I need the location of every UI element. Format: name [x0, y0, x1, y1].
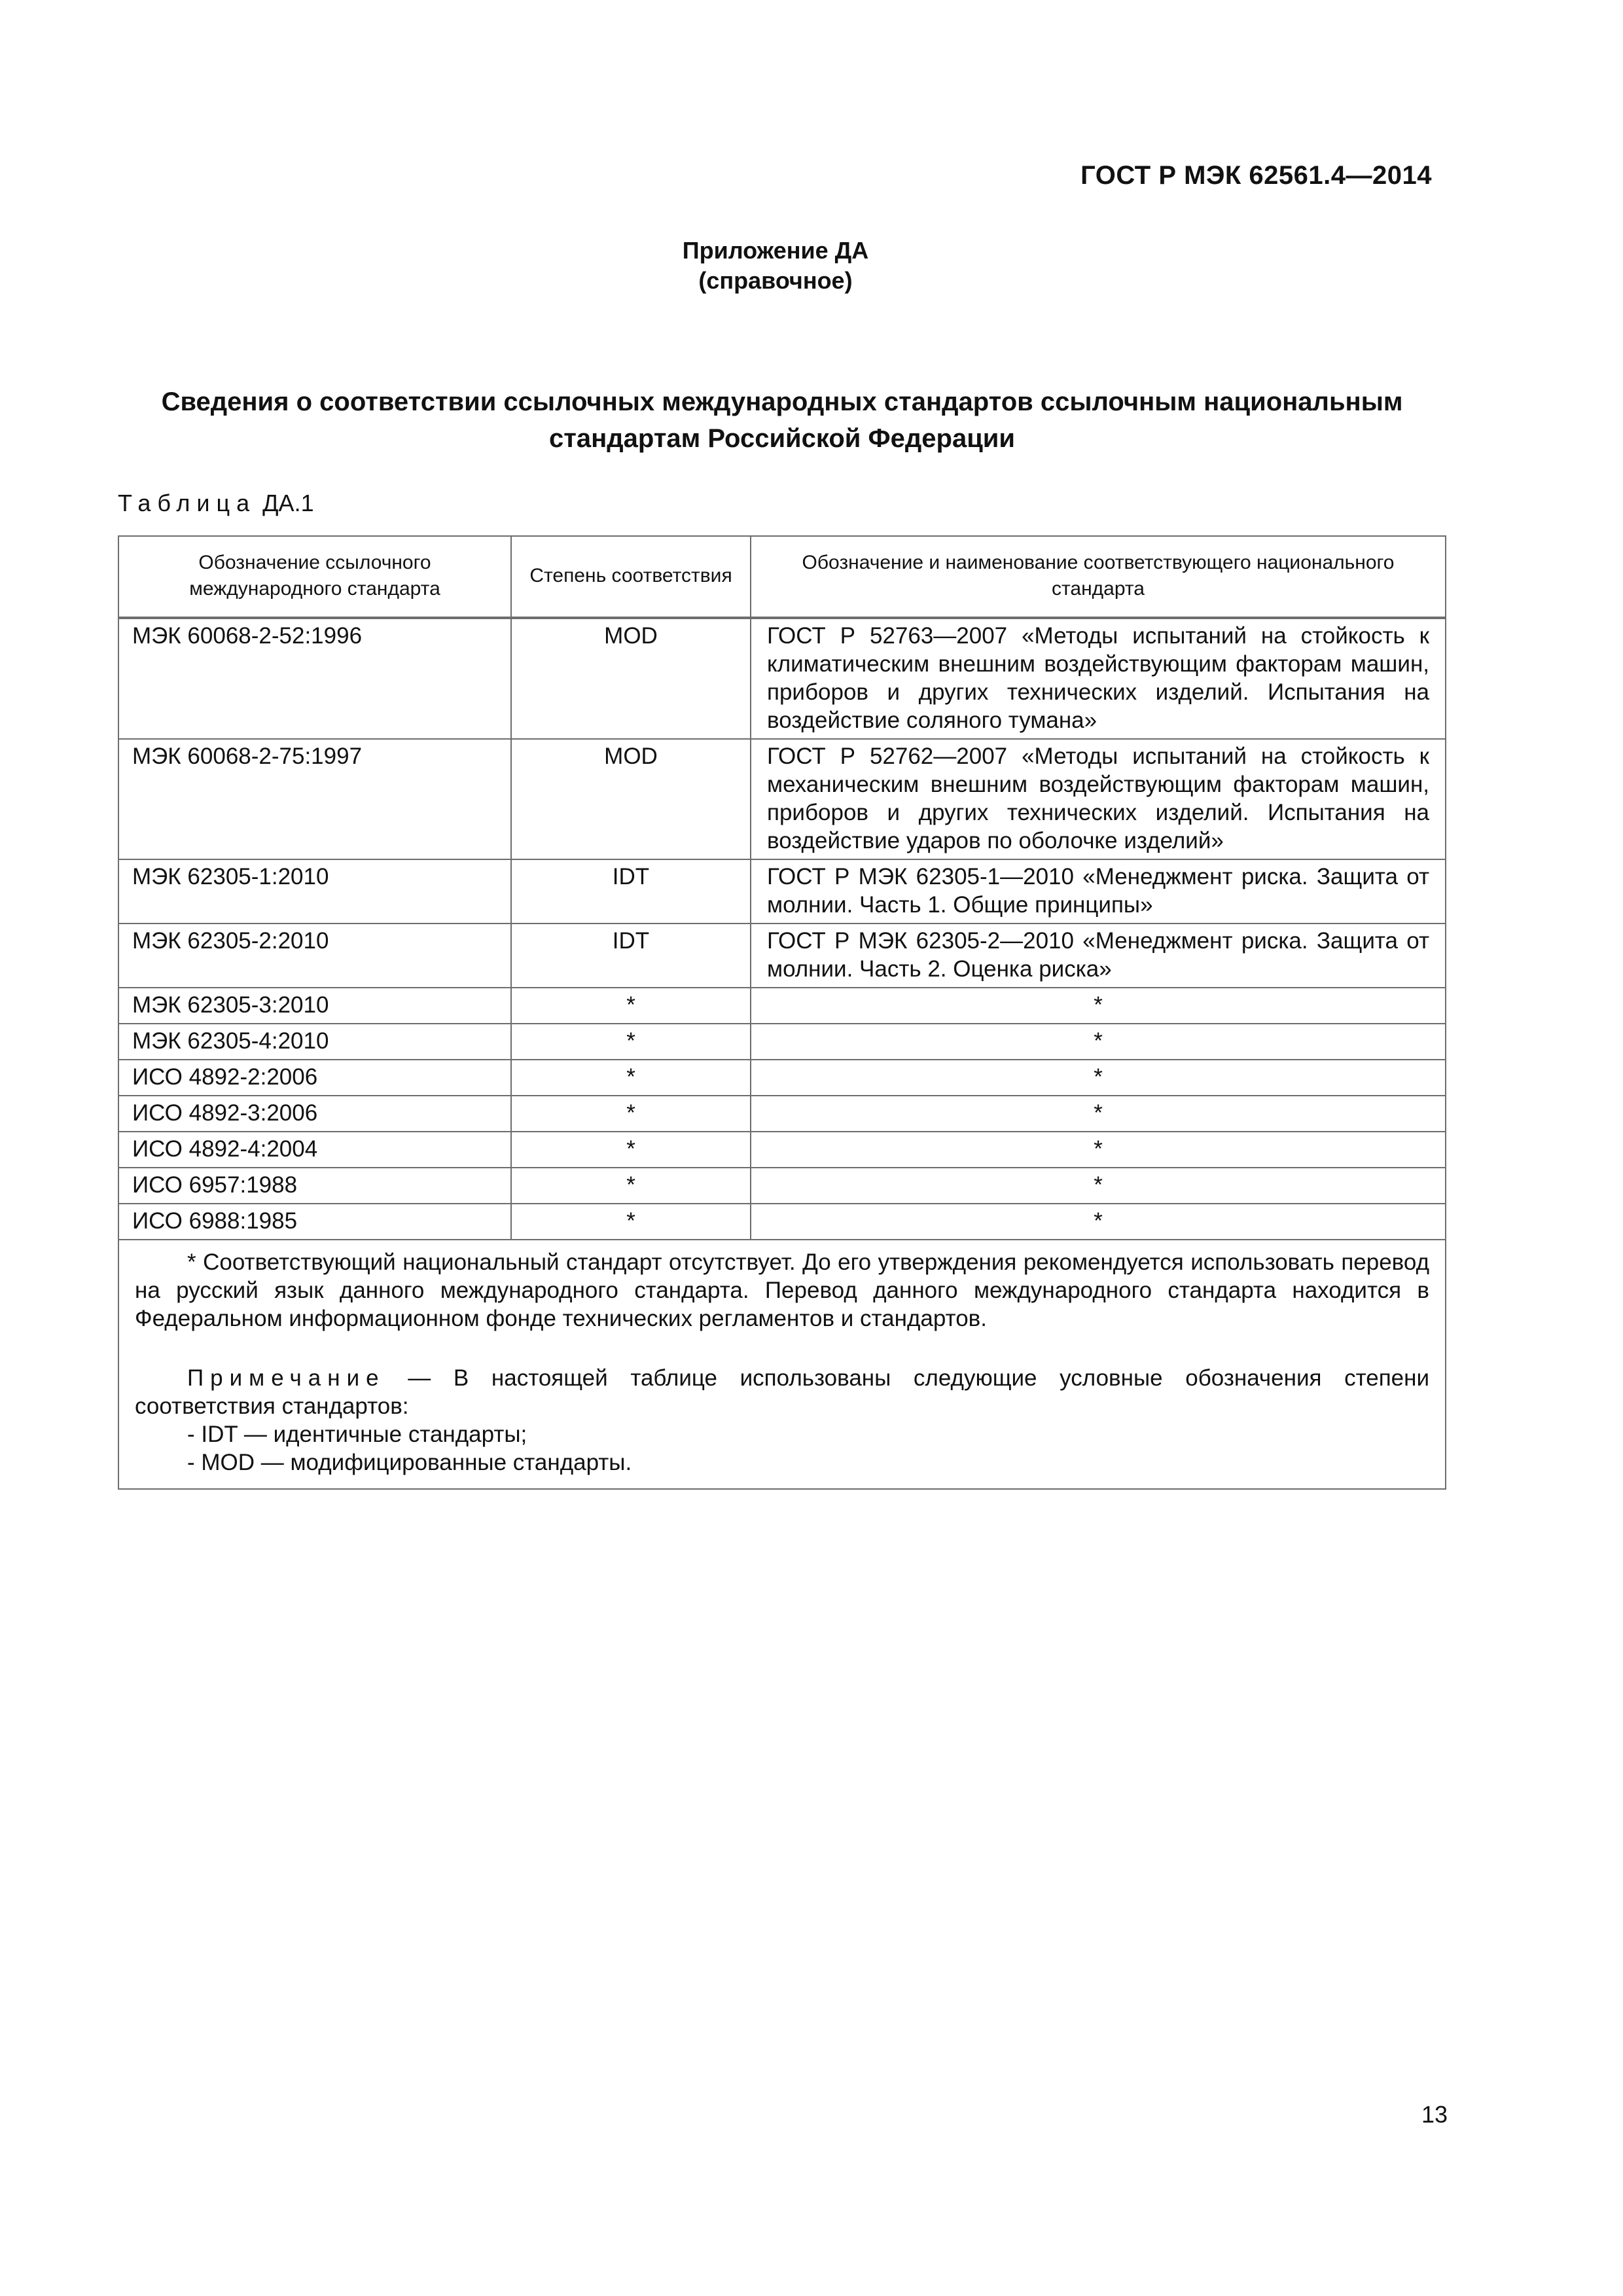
national-standard-cell: * — [751, 1204, 1446, 1240]
intl-standard-cell: ИСО 4892-3:2006 — [118, 1096, 511, 1132]
note-label: Примечание — [187, 1365, 385, 1391]
note-item-mod: - MOD — модифицированные стандарты. — [187, 1450, 632, 1475]
national-standard-cell: * — [751, 1096, 1446, 1132]
header-intl-standard: Обозначение ссылочного международного стандарта — [118, 536, 511, 618]
appendix-heading — [0, 236, 1551, 296]
degree-cell: * — [511, 1204, 751, 1240]
intl-standard-cell: ИСО 4892-4:2004 — [118, 1132, 511, 1168]
page-number: 13 — [1421, 2101, 1448, 2128]
national-standard-cell: * — [751, 988, 1446, 1024]
degree-cell: * — [511, 988, 751, 1024]
national-standard-cell: ГОСТ Р МЭК 62305-2—2010 «Менеджмент риска. Защита от молнии. Часть 2. Оценка риска» — [751, 924, 1446, 988]
degree-cell: MOD — [511, 739, 751, 859]
intl-standard-cell: МЭК 62305-3:2010 — [118, 988, 511, 1024]
intl-standard-cell: МЭК 62305-4:2010 — [118, 1024, 511, 1060]
appendix-title: Приложение ДА — [682, 237, 869, 264]
table-row — [118, 1060, 1446, 1096]
national-standard-cell: ГОСТ Р МЭК 62305-1—2010 «Менеджмент риска. Защита от молнии. Часть 1. Общие принципы» — [751, 859, 1446, 924]
intl-standard-cell: ИСО 6957:1988 — [118, 1168, 511, 1204]
table-row — [118, 618, 1446, 739]
note-item-idt: - IDT — идентичные стандарты; — [187, 1422, 527, 1447]
degree-cell: * — [511, 1060, 751, 1096]
national-standard-cell: ГОСТ Р 52762—2007 «Методы испытаний на стойкость к механическим внешним воздействующим факторам машин, приборов и других технических изделий. Испытания на воздействие ударов по оболочке изделий» — [751, 739, 1446, 859]
section-title — [118, 384, 1446, 457]
table-row — [118, 988, 1446, 1024]
table-caption-word: Таблица — [118, 490, 257, 516]
table-footer-cell — [118, 1240, 1446, 1489]
header-degree: Степень соответствия — [511, 536, 751, 618]
table-row — [118, 1096, 1446, 1132]
national-standard-cell: * — [751, 1168, 1446, 1204]
table-row — [118, 1132, 1446, 1168]
table-row — [118, 859, 1446, 924]
national-standard-cell: * — [751, 1024, 1446, 1060]
degree-cell: IDT — [511, 924, 751, 988]
table-note — [135, 1364, 1429, 1420]
table-header-row — [118, 536, 1446, 618]
national-standard-cell: * — [751, 1132, 1446, 1168]
degree-cell: * — [511, 1132, 751, 1168]
degree-cell: * — [511, 1024, 751, 1060]
table-footer-row — [118, 1240, 1446, 1489]
intl-standard-cell: МЭК 62305-1:2010 — [118, 859, 511, 924]
intl-standard-cell: МЭК 60068-2-52:1996 — [118, 618, 511, 739]
appendix-subtitle: (справочное) — [698, 267, 853, 294]
degree-cell: * — [511, 1168, 751, 1204]
document-code: ГОСТ Р МЭК 62561.4—2014 — [1080, 161, 1432, 190]
table-row — [118, 1168, 1446, 1204]
intl-standard-cell: МЭК 62305-2:2010 — [118, 924, 511, 988]
header-national-standard: Обозначение и наименование соответствующего национального стандарта — [751, 536, 1446, 618]
section-title-line-1: Сведения о соответствии ссылочных международных стандартов ссылочным национальным — [161, 387, 1403, 416]
intl-standard-cell: ИСО 4892-2:2006 — [118, 1060, 511, 1096]
section-title-line-2: стандартам Российской Федерации — [549, 424, 1015, 453]
table-row — [118, 924, 1446, 988]
table-row — [118, 1204, 1446, 1240]
national-standard-cell: ГОСТ Р 52763—2007 «Методы испытаний на стойкость к климатическим внешним воздействующим факторам машин, приборов и других технических изделий. Испытания на воздействие соляного тумана» — [751, 618, 1446, 739]
table-row — [118, 739, 1446, 859]
table-footnote: * Соответствующий национальный стандарт отсутствует. До его утверждения рекомендуется использовать перевод на русский язык данного международного стандарта. Перевод данного международного стандарта находится в Федеральном информационном фонде технических регламентов и стандартов. — [135, 1249, 1429, 1331]
intl-standard-cell: ИСО 6988:1985 — [118, 1204, 511, 1240]
correspondence-table — [118, 535, 1446, 1490]
table-row — [118, 1024, 1446, 1060]
intl-standard-cell: МЭК 60068-2-75:1997 — [118, 739, 511, 859]
note-text: — В настоящей таблице использованы следующие условные обозначения степени соответствия стандартов: — [135, 1365, 1429, 1419]
national-standard-cell: * — [751, 1060, 1446, 1096]
degree-cell: * — [511, 1096, 751, 1132]
table-caption-number: ДА.1 — [262, 490, 314, 516]
degree-cell: MOD — [511, 618, 751, 739]
table-caption — [118, 490, 314, 517]
degree-cell: IDT — [511, 859, 751, 924]
